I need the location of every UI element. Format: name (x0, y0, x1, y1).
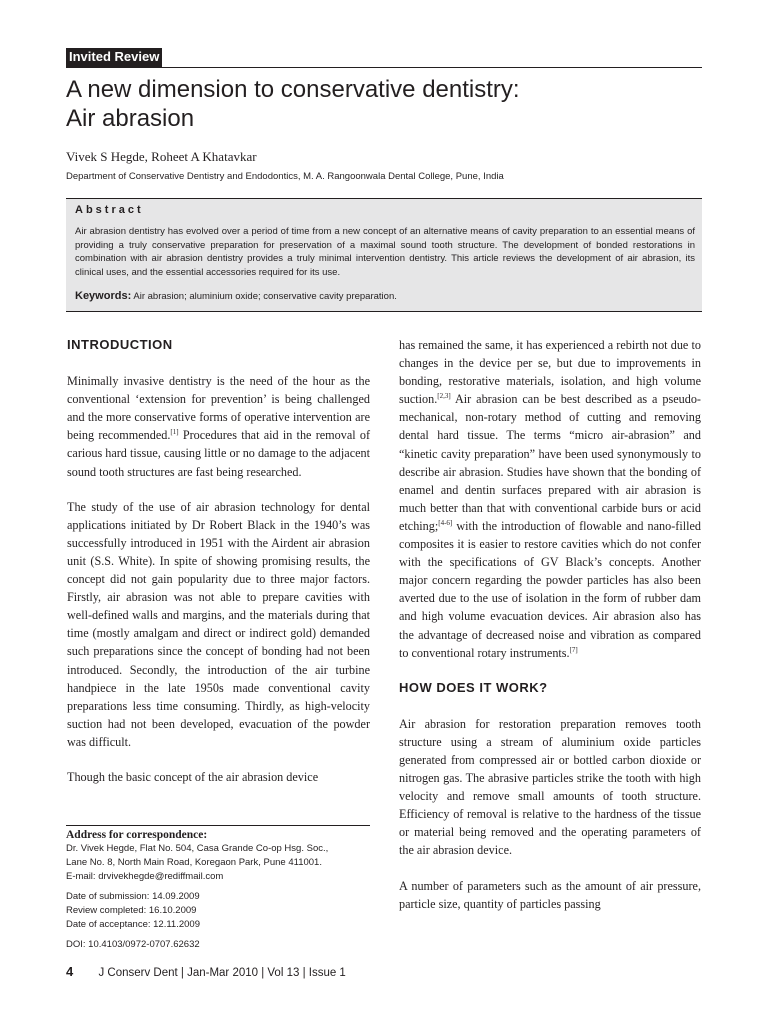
affiliation: Department of Conservative Dentistry and Endodontics, M. A. Rangoonwala Dental College, Pune, India (66, 171, 504, 182)
page-footer (66, 964, 346, 979)
article-type-badge: Invited Review (66, 48, 162, 67)
citation-ref[interactable]: [2,3] (437, 392, 451, 401)
section-heading-how-does-it-work: HOW DOES IT WORK? (399, 679, 548, 695)
body-paragraph: Air abrasion for restoration preparation removes tooth structure using a stream of aluminium oxide particles generated from compressed air or bottled carbon dioxide or nitrogen gas. The abrasive particles strike the tooth with high velocity and remove small amounts of tooth structure. Efficiency of removal is relative to the hardness of the tissue or material being removed and the operating parameters of the air abrasion device. (399, 716, 701, 858)
correspondence-heading: Address for correspondence: (66, 829, 208, 841)
journal-citation: J Conserv Dent | Jan-Mar 2010 | Vol 13 | Issue 1 (98, 967, 346, 979)
section-heading-introduction: INTRODUCTION (67, 337, 173, 352)
keywords-label: Keywords: (75, 290, 132, 302)
body-paragraph: has remained the same, it has experienced a rebirth not due to changes in the device per se, but due to improvements in bonding, restorative materials, isolation, and high volume suction.[2,3] Air abrasion can be best described as a pseudo-mechanical, non-rotary method of cutting and removing dental hard tissue. The terms “micro air-abrasion” and “kinetic cavity preparation” have been used synonymously to describe air abrasion. Studies have shown that the bonding of enamel and dentin surfaces prepared with air abrasion is much better than that with conventional carbide burs or acid etching;[4-6] with the introduction of flowable and nano-filled composites it is easier to restore cavities which do not confer with the specifications of GV Black’s concepts. Another major concern regarding the powder particles has also been averted due to the use of isolation in the form of rubber dam and high volume evacuation devices. Air abrasion also has the advantage of decreased noise and vibration as compared to conventional rotary instruments.[7] (399, 338, 701, 660)
right-column (399, 336, 701, 930)
abstract-heading: Abstract (75, 204, 144, 216)
citation-ref[interactable]: [4-6] (438, 518, 453, 527)
correspondence-line: Lane No. 8, North Main Road, Koregaon Park, Pune 411001. (66, 857, 322, 868)
header-rule (66, 67, 702, 68)
doi[interactable]: DOI: 10.4103/0972-0707.62632 (66, 939, 200, 950)
body-paragraph: A number of parameters such as the amount of air pressure, particle size, quantity of particles passing (399, 878, 701, 911)
abstract-text: Air abrasion dentistry has evolved over a period of time from a new concept of an alternative means of cavity preparation to an essential means of providing a truly conservative preparation for preservation of a maximal sound tooth structure. The development of bonded restorations in combination with air abrasion dentistry provides a truly minimal intervention dentistry. This article reviews the development of air abrasion, its clinical uses, and the essential accessories required for its use. (75, 226, 695, 279)
abstract-box (66, 198, 702, 312)
intro-paragraph-1: Minimally invasive dentistry is the need of the hour as the conventional ‘extension for prevention’ is being challenged and the more conservative forms of operative intervention are being recommended.[1] Procedures that aid in the removal of carious hard tissue, causing little or no damage to the adjacent sound tooth structures are fast being researched. (67, 374, 371, 479)
intro-paragraph-2: The study of the use of air abrasion technology for dental applications initiated by Dr Robert Black in the 1940’s was successfully introduced in 1951 with the Airdent air abrasion unit (S.S. White). In spite of showing promising results, the concept did not gain popularity due to three major factors. Firstly, air abrasion was not able to prepare cavities with well-defined walls and margins, and the materials during that time (mostly amalgam and direct or indirect gold) demanded such preparations since the concept of bonding had not been introduced. Secondly, the introduction of the air turbine handpiece in the late 1950s made conventional cavity preparations less time consuming. Thirdly, as high-velocity suction had not been developed, evacuation of the powder was difficult. (67, 499, 370, 749)
article-title (66, 75, 706, 133)
keywords (75, 290, 397, 302)
left-column (67, 336, 370, 803)
correspondence-block (66, 825, 370, 952)
title-line-2: Air abrasion (66, 105, 195, 132)
citation-ref[interactable]: [7] (569, 645, 578, 654)
citation-ref[interactable]: [1] (170, 428, 179, 437)
correspondence-line: Dr. Vivek Hegde, Flat No. 504, Casa Grande Co-op Hsg. Soc., (66, 843, 329, 854)
title-line-1: A new dimension to conservative dentistry: (66, 76, 520, 103)
page-number: 4 (66, 964, 74, 979)
intro-paragraph-3: Though the basic concept of the air abrasion device (67, 769, 319, 784)
review-completed: Review completed: 16.10.2009 (66, 905, 197, 916)
correspondence-email[interactable]: E-mail: drvivekhegde@rediffmail.com (66, 871, 224, 882)
date-of-submission: Date of submission: 14.09.2009 (66, 891, 200, 902)
authors: Vivek S Hegde, Roheet A Khatavkar (66, 149, 257, 164)
keywords-list: Air abrasion; aluminium oxide; conservative cavity preparation. (133, 291, 397, 302)
date-of-acceptance: Date of acceptance: 12.11.2009 (66, 919, 200, 930)
